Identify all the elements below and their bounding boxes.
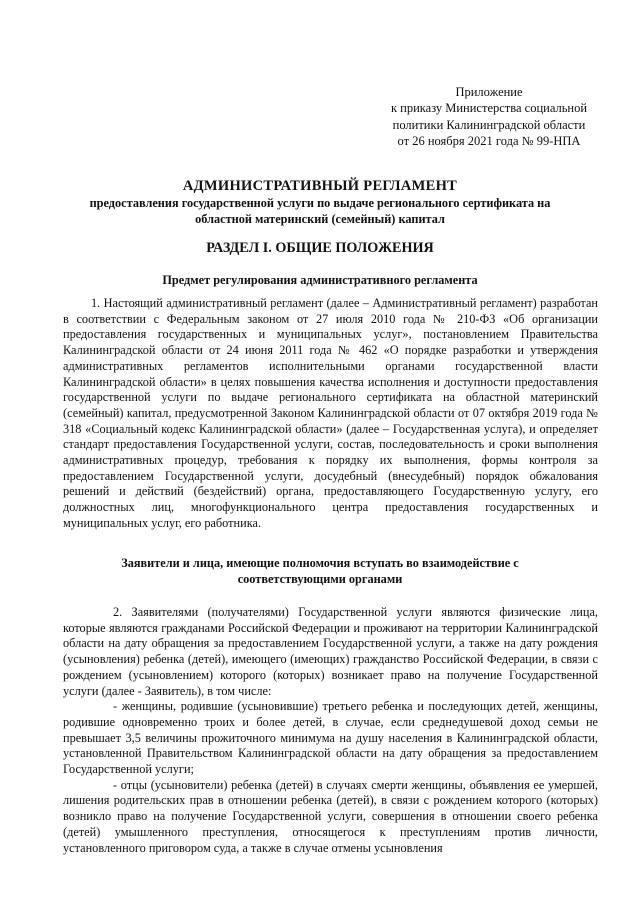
document-subtitle-line2: областной материнский (семейный) капитал xyxy=(195,212,445,226)
paragraph-fathers: - отцы (усыновители) ребенка (детей) в случаях смерти женщины, объявления ее умершей, лишения родительских прав в отношении ребенка (детей), в связи с рождением которого (которых) возникло право на получение Государственной услуги, совершения в отношении своего ребенка (детей) умышленного преступления, относящегося к преступлениям против личности, установленного приговором суда, а также в случае отмены усыновления xyxy=(63,777,598,855)
annex-line: от 26 ноября 2021 года № 99-НПА xyxy=(397,134,581,149)
applicants-text xyxy=(63,605,598,856)
applicants-heading-line1: Заявители и лица, имеющие полномочия вступать во взаимодействие с xyxy=(121,556,519,570)
subject-text xyxy=(63,296,598,532)
applicants-heading-line2: соответствующими органами xyxy=(237,572,403,586)
annex-block xyxy=(384,84,594,150)
paragraph-women: - женщины, родившие (усыновившие) третьего ребенка и последующих детей, женщины, родившие одновременно троих и более детей, в случае, если среднедушевой доход семьи не превышает 3,5 величины прожиточного минимума на душу населения в Калининградской области, установленной Правительством Калининградской области на дату обращения за предоставлением Государственной услуги; xyxy=(63,699,598,777)
annex-line: Приложение xyxy=(455,85,523,99)
paragraph-2: 2. Заявителями (получателями) Государственной услуги являются физические лица, которые являются гражданами Российской Федерации и проживают на территории Калининградской области на дату обращения за предоставлением Государственной услуги, а также на дату рождения (усыновления) ребенка (детей), имеющего (имеющих) гражданство Российской Федерации, в связи с рождением (усыновлением) которого (которых) возникает право на получение Государственной услуги (далее - Заявитель), в том числе: xyxy=(63,605,598,698)
section-heading: РАЗДЕЛ I. ОБЩИЕ ПОЛОЖЕНИЯ xyxy=(206,240,434,256)
annex-line: к приказу Министерства социальной xyxy=(390,101,588,116)
annex-line: политики Калининградской области xyxy=(392,117,586,132)
subject-heading: Предмет регулирования административного регламента xyxy=(162,273,478,287)
paragraph-1: 1. Настоящий административный регламент (далее – Административный регламент) разработан в соответствии с Федеральным законом от 27 июля 2010 года № 210-ФЗ «Об организации предоставления государственных и муниципальных услуг», постановлением Правительства Калининградской области от 24 июня 2011 года № 462 «О порядке разработки и утверждения административных регламентов исполнительными органами государственной власти Калининградской области» в целях повышения качества исполнения и доступности предоставления государственной услуги по выдаче регионального сертификата на областной материнский (семейный) капитал, предусмотренной Законом Калининградской области от 07 октября 2019 года № 318 «Социальный кодекс Калининградской области» (далее – Государственная услуга), и определяет стандарт предоставления Государственной услуги, состав, последовательность и сроки выполнения административных процедур, требования к порядку их выполнения, формы контроля за предоставлением Государственной услуги, досудебный (внесудебный) порядок обжалования решений и действий (бездействий) органа, предоставляющего Государственную услугу, его должностных лиц, многофункционального центра предоставления государственных и муниципальных услуг, его работника. xyxy=(63,296,598,530)
document-title: АДМИНИСТРАТИВНЫЙ РЕГЛАМЕНТ xyxy=(182,178,458,194)
document-subtitle-line1: предоставления государственной услуги по выдаче регионального сертификата на xyxy=(89,196,551,210)
